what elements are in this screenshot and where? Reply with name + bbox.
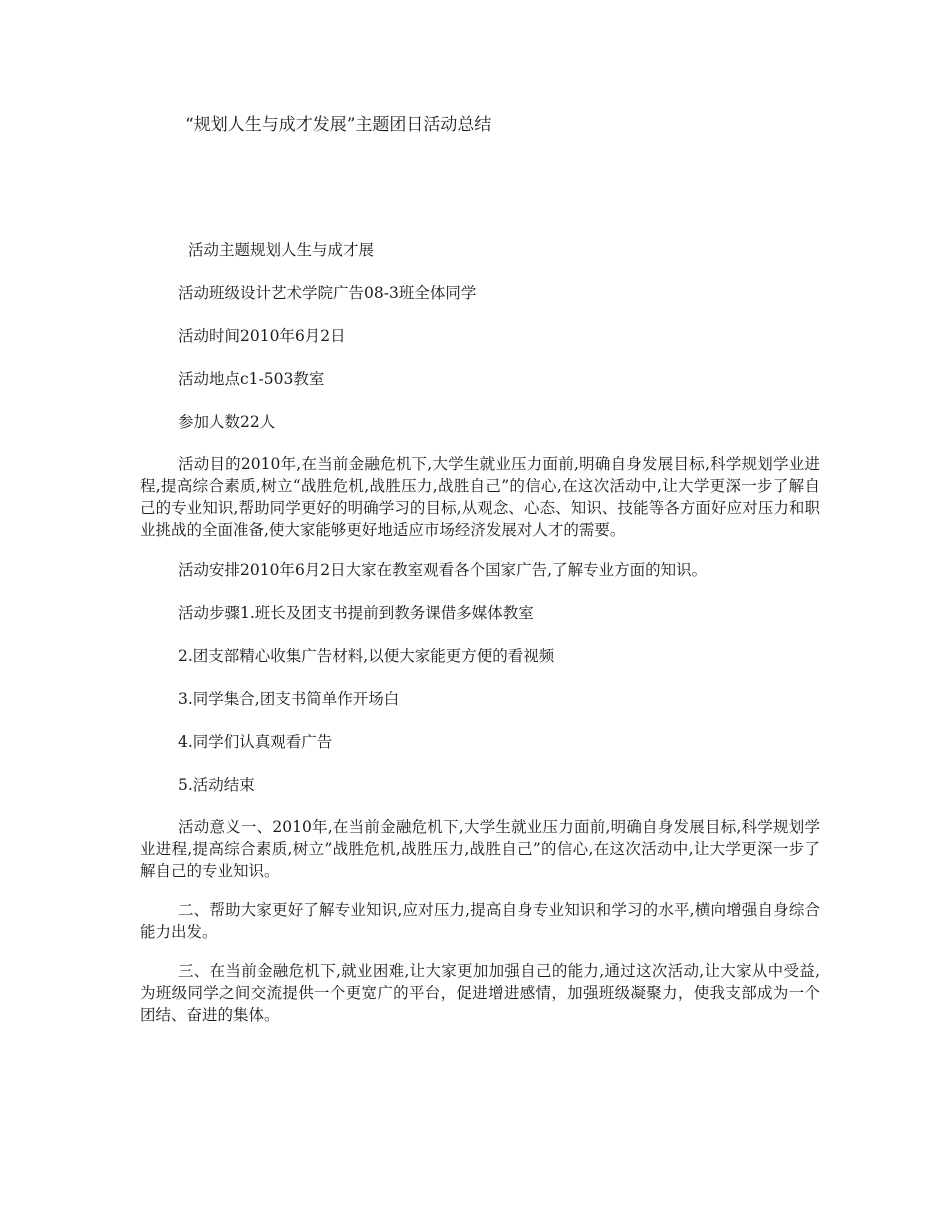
activity-step: 4.同学们认真观看广告 <box>178 733 333 751</box>
document-title: “规划人生与成才发展”主题团日活动总结 <box>185 115 492 135</box>
activity-purpose: 活动目的2010年,在当前金融危机下,大学生就业压力面前,明确自身发展目标,科学规划学业进程,提高综合素质,树立“战胜危机,战胜压力,战胜自己”的信心,在这次活动中,让大学更深一步了解自己的专业知识,帮助同学更好的明确学习的目标,从观念、心态、知识、技能等各方面好应对压力和职业挑战的全面准备,使大家能够更好地适应市场经济发展对人才的需要。 <box>140 455 820 539</box>
activity-significance: 三、在当前金融危机下,就业困难,让大家更加加强自己的能力,通过这次活动,让大家从中受益,为班级同学之间交流提供一个更宽广的平台，促进增进感情，加强班级凝聚力，使我支部成为一个团结、奋进的集体。 <box>140 962 820 1024</box>
activity-class: 活动班级设计艺术学院广告08-3班全体同学 <box>178 284 477 302</box>
activity-theme: 活动主题规划人生与成才展 <box>188 241 375 259</box>
activity-arrangement: 活动安排2010年6月2日大家在教室观看各个国家广告,了解专业方面的知识。 <box>178 561 708 579</box>
activity-step: 3.同学集合,团支书简单作开场白 <box>178 690 400 708</box>
activity-step: 2.团支部精心收集广告材料,以便大家能更方便的看视频 <box>178 647 555 665</box>
activity-place: 活动地点c1-503教室 <box>178 370 325 388</box>
activity-step: 活动步骤1.班长及团支书提前到教务课借多媒体教室 <box>178 604 534 622</box>
activity-time: 活动时间2010年6月2日 <box>178 327 346 345</box>
document-body <box>140 238 820 1043</box>
participant-count: 参加人数22人 <box>178 413 276 431</box>
activity-significance: 二、帮助大家更好了解专业知识,应对压力,提高自身专业知识和学习的水平,横向增强自身综合能力出发。 <box>140 901 820 941</box>
activity-significance: 活动意义一、2010年,在当前金融危机下,大学生就业压力面前,明确自身发展目标,科学规划学业进程,提高综合素质,树立”战胜危机,战胜压力,战胜自己”的信心,在这次活动中,让大学更深一步了解自己的专业知识。 <box>140 818 820 880</box>
activity-step: 5.活动结束 <box>178 776 255 794</box>
